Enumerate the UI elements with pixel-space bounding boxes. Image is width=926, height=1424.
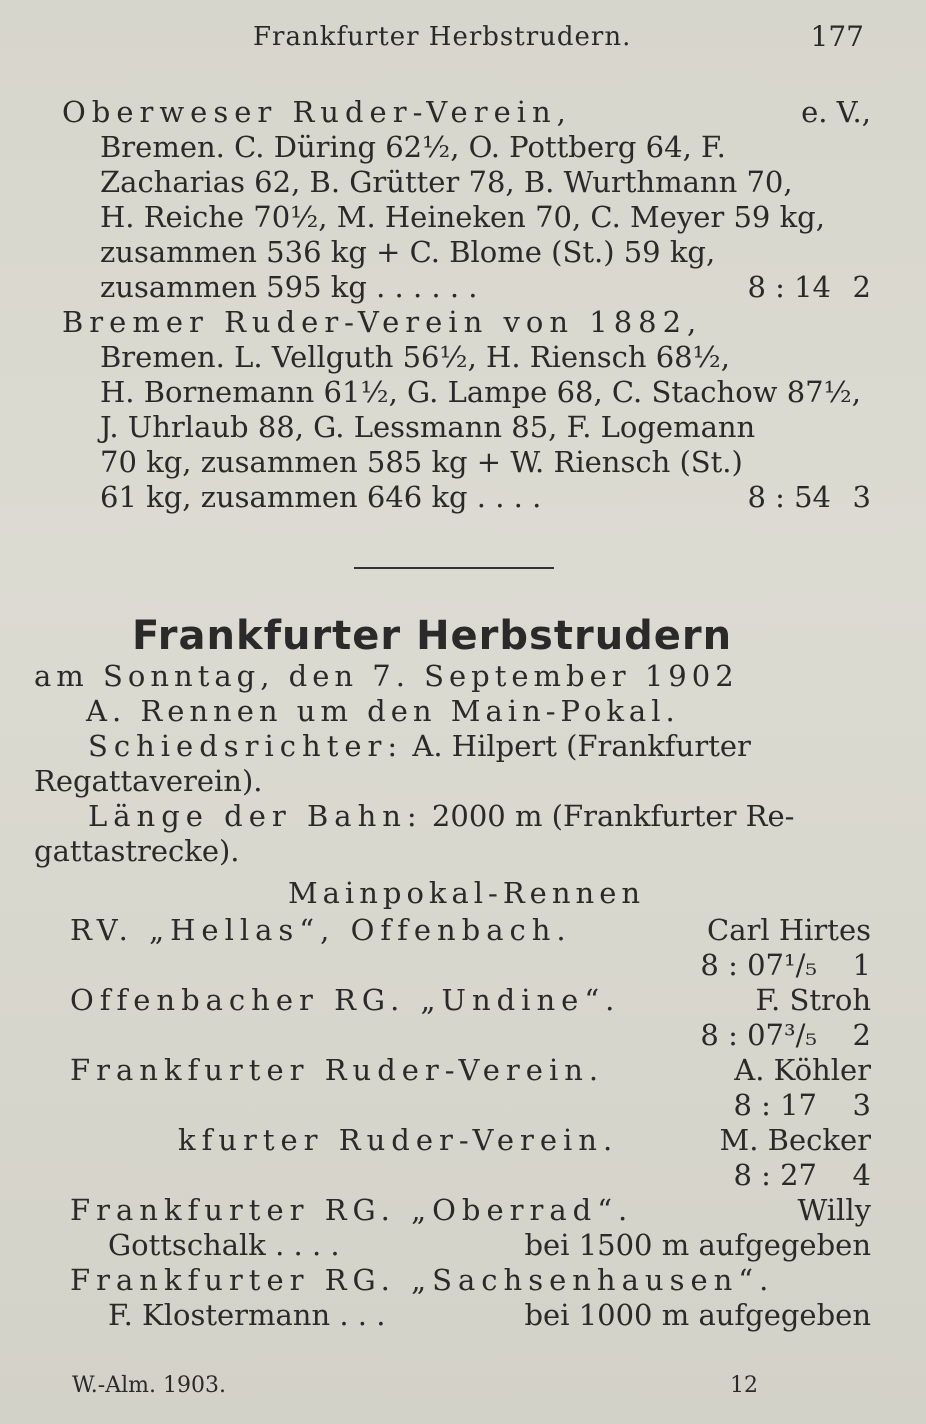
club-name: Oberweser Ruder-Verein, (62, 95, 572, 129)
entry-line (62, 480, 871, 515)
result-line (62, 1158, 871, 1193)
result-entry (62, 1053, 871, 1123)
result-line (70, 1053, 871, 1088)
rower-name: F. Stroh (755, 983, 871, 1017)
page-body (34, 95, 871, 1333)
crew-text: zusammen 536 kg + C. Blome (St.) 59 kg, (100, 235, 716, 269)
result-entry (62, 983, 871, 1053)
club-name: Frankfurter RG. „Oberrad“. (70, 1193, 634, 1227)
running-title: Frankfurter Herbstrudern. (253, 22, 632, 52)
crew-text: Zacharias 62, B. Grütter 78, B. Wurthmann 70, (100, 165, 793, 199)
dnf-entry (62, 1263, 871, 1333)
rower-name: Willy (797, 1193, 871, 1227)
race-time: 8 : 27 (733, 1158, 817, 1192)
race-time: 8 : 54 (747, 480, 831, 514)
referee-text: A. Hilpert (Frankfurter (412, 729, 751, 763)
result-line (62, 1088, 871, 1123)
club-name: Frankfurter RG. „Sachsenhausen“. (70, 1263, 775, 1297)
referee-label: Schiedsrichter: (88, 729, 404, 763)
club-name: kfurter Ruder-Verein. (178, 1123, 619, 1157)
race-time: 8 : 07¹/₅ (700, 948, 817, 982)
placing: 4 (852, 1158, 871, 1192)
race-title: Mainpokal-Rennen (287, 876, 646, 910)
result-line (70, 913, 871, 948)
club-suffix: e. V., (801, 95, 871, 129)
rower-name: F. Klostermann . . . (108, 1298, 386, 1332)
club-name: RV. „Hellas“, Offenbach. (70, 913, 572, 947)
result-line (108, 1298, 871, 1333)
crew-text: zusammen 595 kg . . . . . . (100, 270, 478, 304)
result-line (108, 1228, 871, 1263)
result-line (178, 1123, 871, 1158)
race-time: 8 : 17 (733, 1088, 817, 1122)
rower-name: Carl Hirtes (707, 913, 871, 947)
signature-mark: 12 (730, 1373, 758, 1398)
club-name: Offenbacher RG. „Undine“. (70, 983, 621, 1017)
crew-text: Bremen. C. Düring 62½, O. Pottberg 64, F. (100, 130, 726, 164)
result-entry (62, 913, 871, 983)
entry-line (62, 305, 871, 340)
crew-text: Bremen. L. Vellguth 56½, H. Riensch 68½, (100, 340, 730, 374)
entry-line (62, 235, 871, 270)
placing: 2 (852, 1018, 871, 1052)
crew-entry (62, 95, 871, 305)
section-divider (354, 567, 554, 569)
entry-line (62, 270, 871, 305)
crew-text: J. Uhrlaub 88, G. Lessmann 85, F. Logemann (100, 410, 756, 444)
entry-line (62, 375, 871, 410)
race-time: 8 : 07³/₅ (700, 1018, 817, 1052)
result-line (62, 1018, 871, 1053)
entry-line (62, 200, 871, 235)
referee-line (88, 729, 871, 764)
result-line (70, 983, 871, 1018)
crew-text: 61 kg, zusammen 646 kg . . . . (100, 480, 542, 514)
entry-line (62, 410, 871, 445)
footer-imprint: W.-Alm. 1903. (72, 1373, 226, 1398)
course-text: 2000 m (Frankfurter Re- (431, 799, 795, 833)
placing: 3 (852, 1088, 871, 1122)
crew-text: H. Bornemann 61½, G. Lampe 68, C. Stachow 87½, (100, 375, 861, 409)
rower-name: A. Köhler (734, 1053, 871, 1087)
entry-line (62, 445, 871, 480)
race-heading: A. Rennen um den Main-Pokal. (86, 694, 680, 728)
entry-line (62, 340, 871, 375)
crew-text: 70 kg, zusammen 585 kg + W. Riensch (St.) (100, 445, 743, 479)
page-number: 177 (810, 20, 864, 53)
result-line (70, 1193, 871, 1228)
referee-continuation: Regattaverein). (34, 764, 263, 798)
crew-text: H. Reiche 70½, M. Heineken 70, C. Meyer 59 kg, (100, 200, 825, 234)
course-label: Länge der Bahn: (88, 799, 423, 833)
result-entry (62, 1123, 871, 1193)
course-line (88, 799, 871, 834)
race-time: 8 : 14 (747, 270, 831, 304)
entry-line (62, 95, 871, 130)
crew-entry (62, 305, 871, 515)
rower-name: M. Becker (719, 1123, 871, 1157)
result-line (70, 1263, 871, 1298)
club-name: Bremer Ruder-Verein von 1882, (62, 305, 703, 339)
dnf-entry (62, 1193, 871, 1263)
placing: 2 (852, 270, 871, 304)
dnf-note: bei 1000 m aufgegeben (524, 1298, 871, 1332)
page-header (0, 22, 926, 62)
dnf-note: bei 1500 m aufgegeben (524, 1228, 871, 1262)
entry-line (62, 165, 871, 200)
club-name: Frankfurter Ruder-Verein. (70, 1053, 605, 1087)
placing: 3 (852, 480, 871, 514)
entry-line (62, 130, 871, 165)
rower-name: Gottschalk . . . . (108, 1228, 340, 1262)
placing: 1 (852, 948, 871, 982)
course-continuation: gattastrecke). (34, 834, 240, 868)
result-line (62, 948, 871, 983)
section-title: Frankfurter Herbstrudern (132, 613, 733, 659)
date-line: am Sonntag, den 7. September 1902 (34, 659, 739, 693)
